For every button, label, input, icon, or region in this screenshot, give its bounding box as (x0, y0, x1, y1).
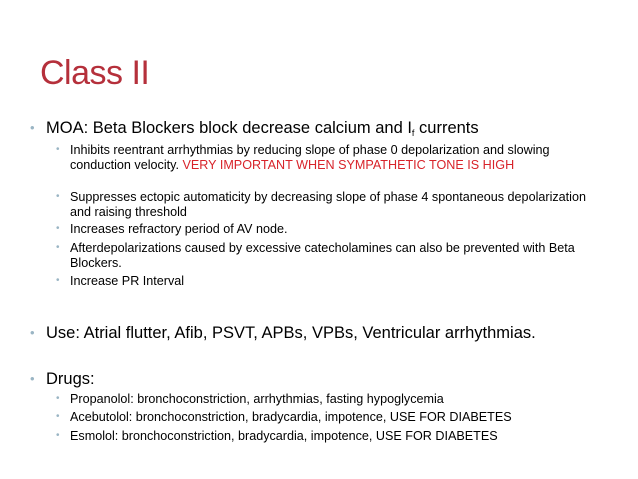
drugs-text: Drugs: (46, 370, 95, 388)
drug-item-text: Acebutolol: bronchoconstriction, bradycardia, impotence, USE FOR DIABETES (70, 410, 512, 424)
drug-item-text: Esmolol: bronchoconstriction, bradycardia, impotence, USE FOR DIABETES (70, 429, 498, 443)
moa-item-text: Increase PR Interval (70, 274, 185, 288)
moa-item-text: Suppresses ectopic automaticity by decreasing slope of phase 4 spontaneous depolarization and raising threshold (70, 190, 586, 219)
bullet-dot-icon: • (30, 120, 35, 135)
bullet-dot-icon: • (56, 191, 60, 202)
bullet-dot-icon: • (56, 393, 60, 404)
bullet-dot-icon: • (56, 411, 60, 422)
moa-item-text: Afterdepolarizations caused by excessive catecholamines can also be prevented with Beta Blockers. (70, 241, 575, 270)
bullet-dot-icon: • (56, 430, 60, 441)
bullet-dot-icon: • (56, 144, 60, 155)
emphasis-text: VERY IMPORTANT WHEN SYMPATHETIC TONE IS HIGH (182, 157, 515, 172)
use-text: Use: Atrial flutter, Afib, PSVT, APBs, VPBs, Ventricular arrhythmias. (46, 324, 536, 342)
drug-item-text: Propanolol: bronchoconstriction, arrhythmias, fasting hypoglycemia (70, 392, 444, 406)
bullet-dot-icon: • (56, 223, 60, 234)
moa-item-text: Increases refractory period of AV node. (70, 222, 288, 236)
moa-text: MOA: Beta Blockers block decrease calcium and $I_f$ currents (46, 119, 479, 138)
bullet-dot-icon: • (30, 371, 35, 386)
bullet-dot-icon: • (30, 325, 35, 340)
bullet-dot-icon: • (56, 242, 60, 253)
bullet-dot-icon: • (56, 275, 60, 286)
slide-title: Class II (40, 54, 150, 92)
moa-item-text: Inhibits reentrant arrhythmias by reducing slope of phase 0 depolarization and slowing conduction velocity. VERY IMPORTANT WHEN SYMPATHETIC TONE IS HIGH (70, 143, 550, 172)
